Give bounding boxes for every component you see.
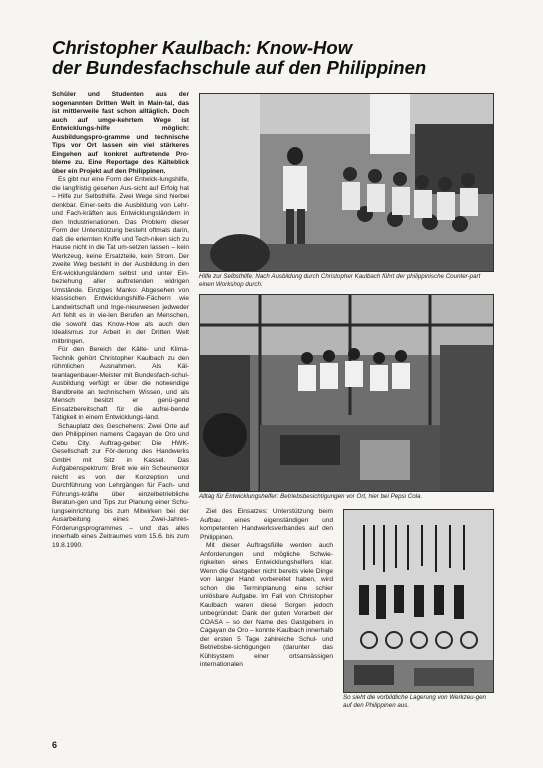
- left-text-column: [52, 91, 189, 550]
- photo-factory: [199, 294, 494, 492]
- photo-workshop-caption: Hilfe zur Selbsthilfe: Nach Ausbildung durch Christopher Kaulbach führt der philippinische Counter-part einen Workshop durch.: [199, 273, 481, 288]
- mid-paragraph-1: Ziel des Einsatzes: Unterstützung beim Aufbau eines eigenständigen und kompetenten Handwerksverbandes auf den Philippinen.: [200, 508, 333, 541]
- page-number: 6: [52, 740, 58, 750]
- title-line-2: der Bundesfachschule auf den Philippinen: [52, 57, 427, 78]
- photo-tools-caption: So sieht die vorbildliche Lagerung von Werkzeu-gen auf den Philippinen aus.: [343, 694, 486, 709]
- photo-factory-image: [200, 295, 493, 491]
- photo-workshop: [199, 93, 494, 272]
- article-lead: Schüler und Studenten aus der sogenannten Dritten Welt in Main-tal, das ist mittlerweile fast schon alltäglich. Doch auch auf umge-kehrtem Wege ist Entwicklungs-hilfe möglich: Ausbildungspro-gramme und technische Tips vor Ort lassen ein viel stärkeres Eingehen auf konkret auftretende Pro-bleme zu. Eine Reportage des Kälteblick über ein Projekt auf den Philippinen.: [52, 91, 189, 175]
- title-line-1: Christopher Kaulbach: Know-How: [52, 37, 353, 58]
- mid-paragraph-2: Mit dieser Auftragsfülle werden auch Anforderungen und mögliche Schwie-rigkeiten eines Entwicklungshelfers klar. Wenn die Gastgeber nicht bereits viele Dinge von langer Hand vorbereitet haben, wird schon die Terminplanung eine schier unlösbare Aufgabe. Im Fall von Christopher Kaulbach waren diese Sorgen jedoch unbegründet: Dank der guten Vorarbeit der COASA – so der Name des Gastgebers in Cagayan de Oro – konnte Kaulbach innerhalb der ersten 5 Tage zahlreiche Schul- und Betriebsbe-sichtigungen (darunter das Kühlsystem einer ortsansässigen internationalen: [200, 542, 333, 668]
- photo-factory-caption: Alltag für Entwicklungshelfer: Betriebsbesichtigungen vor Ort, hier bei Pepsi Cola.: [199, 493, 423, 500]
- photo-tools-image: [344, 510, 493, 692]
- paragraph-1: Es gibt nur eine Form der Entwick-lungshilfe, die langfristig gesehen Aus-sicht auf Erfolg hat – Hilfe zur Selbsthilfe. Zwei Wege sind hierbei denkbar. Einer-seits die Ausbildung von Lehr- und Fach-kräften aus Entwicklungsländern in den Industrienationen. Das Problem dieser Form der Unterstützung besteht oftmals darin, daß die erlernten Kniffe und Tech-niken sich zu Hause nicht in die Tat um-setzen lassen – kein Werkzeug, keine Ersatzteile, kein Strom. Der zweite Weg besteht in der Ausbildung in den Ent-wicklungsländern selbst und unter Ein-beziehung aller auftretenden widrigen Umstände. Einziges Manko: Abgesehen von klassischen Entwicklungshilfe-Fächern wie Landwirtschaft und Inge-nieurwesen jedweder Art fehlt es in vie-len Berufen an Menschen, die sowohl das Know-How als auch den Idealismus zur Arbeit in der Dritten Welt mitbringen.: [52, 176, 189, 345]
- article-title: [52, 38, 502, 78]
- photo-workshop-image: [200, 94, 493, 271]
- paragraph-3: Schauplatz des Geschehens: Zwei Orte auf den Philippinen namens Cagayan de Oro und Cebu City. Auftrag-geber: Die HWK-Gesellschaft zur För-derung des Handwerks GmbH mit Sitz in Kassel. Das Aufgabenspektrum: Breit wie ein Scheunentor reicht es von der Konzeption und Durchführung von Lehrgängen für Fach- und Führungs-kräfte über einzelbetriebliche Beratun-gen und Tips zur Planung einer Schu-lungseinrichtung bis zum Mitwirken bei der Ausarbeitung eines Zwei-Jahres-Förderungsprogrammes – und das alles innerhalb eines Zeitraumes vom 15.6. bis zum 19.8.1990.: [52, 422, 189, 549]
- paragraph-2: Für den Bereich der Kälte- und Klima-Technik gehört Christopher Kaulbach zu den rühmlichen Ausnahmen. Als Käl-teanlagenbauer-Meister mit Bundesfach-schul-Ausbildung verfügt er über die notwendige Bandbreite an technischem Wissen, und als Mensch besitzt er genü-gend Einsatzbereitschaft für die aufrei-bende Tätigkeit in einem Entwicklungs-land.: [52, 346, 189, 421]
- photo-tools: [343, 509, 494, 693]
- middle-text-column: [200, 508, 333, 670]
